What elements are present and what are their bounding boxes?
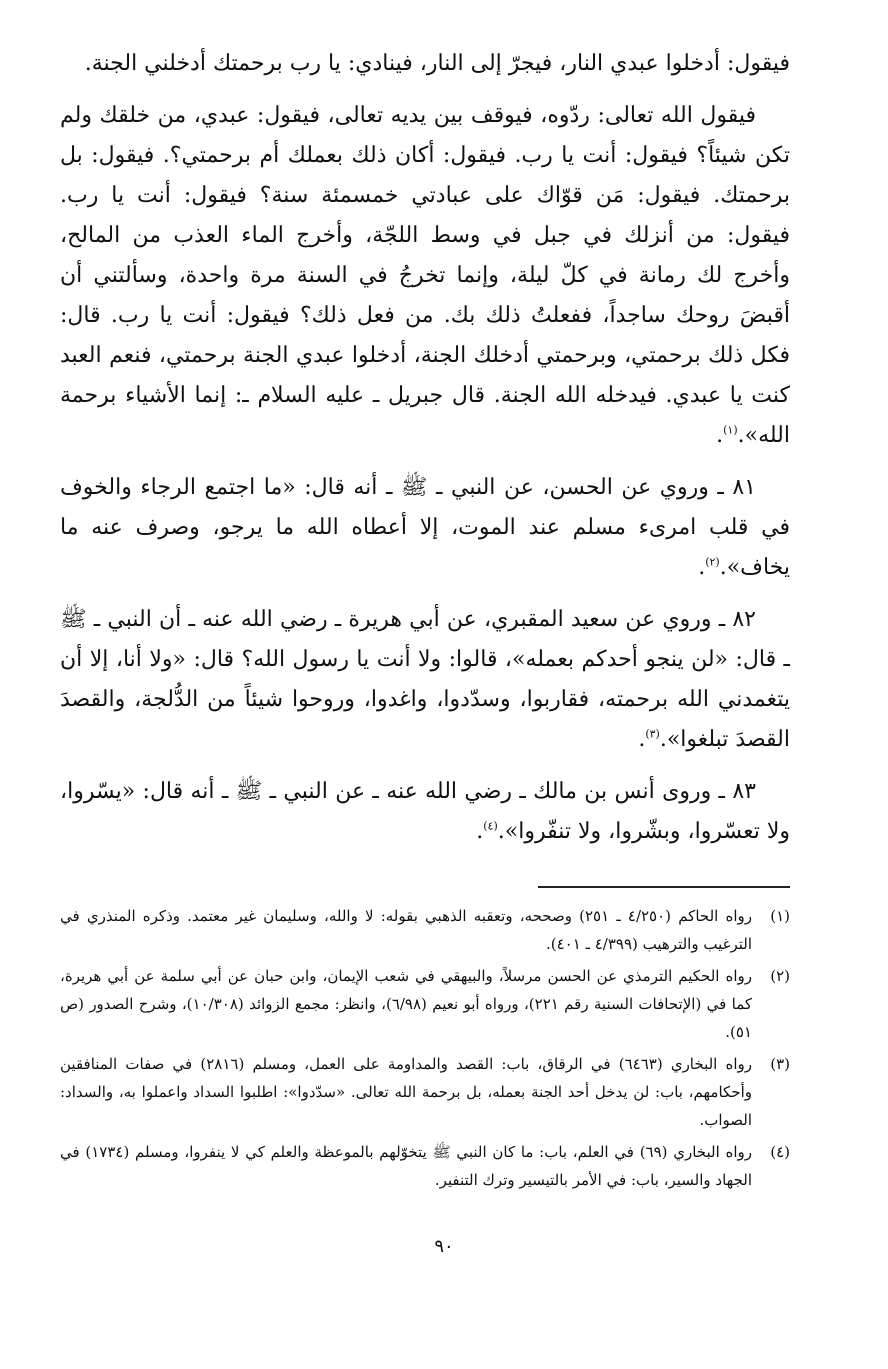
footnote-text: رواه الحكيم الترمذي عن الحسن مرسلاً، والبيهقي في شعب الإيمان، وابن حبان عن أبي سلمة عن أبي هريرة، كما في (الإتحافات السنية رقم ٢٢١)، ورواه أبو نعيم (٦/٩٨)، وانظر: مجمع الزوائد (١٠/٣٠٨)، وشرح الصدور (ص ٥١). <box>60 967 753 1041</box>
footnote-marker[interactable]: (٢) <box>705 555 720 569</box>
footnote-number: (٤) <box>770 1143 790 1161</box>
footnote-text: رواه البخاري (٦٩) في العلم، باب: ما كان النبي ﷺ يتخوّلهم بالموعظة والعلم كي لا ينفروا، ومسلم (١٧٣٤) في الجهاد والسير، باب: في الأمر بالتيسير وترك التنفير. <box>60 1143 752 1189</box>
footnote-number: (٣) <box>770 1055 790 1073</box>
footnote-number: (٢) <box>770 967 790 985</box>
paragraph-hadith-83: ٨٣ ـ وروى أنس بن مالك ـ رضي الله عنه ـ عن النبي ـ ﷺ ـ أنه قال: «يسّروا، ولا تعسّروا، وبشّروا، ولا تنفّروا».$^{(٤)}$. <box>60 779 790 844</box>
footnote-number: (١) <box>770 907 790 925</box>
paragraph-continuation <box>60 44 790 84</box>
footnotes-section <box>60 902 790 1198</box>
footnote-text: رواه الحاكم (٤/٢٥٠ ـ ٢٥١) وصححه، وتعقبه الذهبي بقوله: لا والله، وسليمان غير معتمد. وذكره المنذري في الترغيب والترهيب (٤/٣٩٩ ـ ٤٠١). <box>60 907 752 953</box>
page-number: ٩٠ <box>434 1236 454 1257</box>
footnote-marker[interactable]: (٤) <box>483 819 498 833</box>
paragraph-text: فيقول الله تعالى: ردّوه، فيوقف بين يديه تعالى، فيقول: عبدي، من خلقك ولم تكن شيئاً؟ فيقول: أنت يا رب. فيقول: أكان ذلك بعملك أم برحمتي؟. فيقول: بل برحمتك. فيقول: مَن قوّاك على عبادتي خمسمئة سنة؟ فيقول: أنت يا رب. فيقول: من أنزلك في جبل في وسط اللجّة، وأخرج الماء العذب من المالح، وأخرج لك رمانة في كلّ ليلة، وإنما تخرجُ في السنة مرة واحدة، وسألتني أن أقبضَ روحك ساجداً، ففعلتُ ذلك بك. من فعل ذلك؟ فيقول: أنت يا رب. قال: فكل ذلك برحمتي، وبرحمتي أدخلك الجنة، أدخلوا عبدي الجنة برحمتي، فنعم العبد كنت يا عبدي. فيدخله الله الجنة. قال جبريل ـ عليه السلام ـ: إنما الأشياء برحمة الله». <box>60 103 790 448</box>
footnote-marker[interactable]: (١) <box>723 423 738 437</box>
footnote-divider <box>538 886 790 888</box>
footnote-2 <box>60 962 790 1046</box>
paragraph-text: فيقول: أدخلوا عبدي النار، فيجرّ إلى النار، فينادي: يا رب برحمتك أدخلني الجنة. <box>84 51 790 76</box>
footnote-text: رواه البخاري (٦٤٦٣) في الرقاق، باب: القصد والمداومة على العمل، ومسلم (٢٨١٦) في صفات المنافقين وأحكامهم، باب: لن يدخل أحد الجنة بعمله، بل برحمة الله تعالى. «سدّدوا»: اطلبوا السداد واعملوا به، والسداد: الصواب. <box>60 1055 753 1129</box>
footnote-marker[interactable]: (٣) <box>645 727 660 741</box>
footnote-4 <box>60 1138 790 1194</box>
footnote-3 <box>60 1050 790 1134</box>
paragraph-text: ٨٣ ـ وروى أنس بن مالك ـ رضي الله عنه ـ عن النبي ـ ﷺ ـ أنه قال: «يسّروا، ولا تعسّروا، وبشّروا، ولا تنفّروا». <box>60 779 790 844</box>
footnote-1 <box>60 902 790 958</box>
paragraph-text: ٨٢ ـ وروي عن سعيد المقبري، عن أبي هريرة ـ رضي الله عنه ـ أن النبي ـ ﷺ ـ قال: «لن ينجو أحدكم بعمله»، قالوا: ولا أنت يا رسول الله؟ قال: «ولا أنا، إلا أن يتغمدني الله برحمته، فقاربوا، وسدّدوا، واغدوا، وروحوا شيئاً من الدُّلجة، والقصدَ القصدَ تبلغوا». <box>60 607 790 752</box>
paragraph-text: ٨١ ـ وروي عن الحسن، عن النبي ـ ﷺ ـ أنه قال: «ما اجتمع الرجاء والخوف في قلب امرىء مسلم عند الموت، إلا أعطاه الله ما يرجو، وصرف عنه ما يخاف». <box>60 475 790 580</box>
paragraph-hadith-81: ٨١ ـ وروي عن الحسن، عن النبي ـ ﷺ ـ أنه قال: «ما اجتمع الرجاء والخوف في قلب امرىء مسلم عند الموت، إلا أعطاه الله ما يرجو، وصرف عنه ما يخاف».$^{(٢)}$. <box>60 475 790 580</box>
paragraph-hadith-story: فيقول الله تعالى: ردّوه، فيوقف بين يديه تعالى، فيقول: عبدي، من خلقك ولم تكن شيئاً؟ فيقول: أنت يا رب. فيقول: أكان ذلك بعملك أم برحمتي؟. فيقول: بل برحمتك. فيقول: مَن قوّاك على عبادتي خمسمئة سنة؟ فيقول: أنت يا رب. فيقول: من أنزلك في جبل في وسط اللجّة، وأخرج الماء العذب من المالح، وأخرج لك رمانة في كلّ ليلة، وإنما تخرجُ في السنة مرة واحدة، وسألتني أن أقبضَ روحك ساجداً، ففعلتُ ذلك بك. من فعل ذلك؟ فيقول: أنت يا رب. قال: فكل ذلك برحمتي، وبرحمتي أدخلك الجنة، أدخلوا عبدي الجنة برحمتي، فنعم العبد كنت يا عبدي. فيدخله الله الجنة. قال جبريل ـ عليه السلام ـ: إنما الأشياء برحمة الله».$^{(١)}$. <box>60 103 790 448</box>
main-text <box>60 44 790 852</box>
paragraph-hadith-82: ٨٢ ـ وروي عن سعيد المقبري، عن أبي هريرة ـ رضي الله عنه ـ أن النبي ـ ﷺ ـ قال: «لن ينجو أحدكم بعمله»، قالوا: ولا أنت يا رسول الله؟ قال: «ولا أنا، إلا أن يتغمدني الله برحمته، فقاربوا، وسدّدوا، واغدوا، وروحوا شيئاً من الدُّلجة، والقصدَ القصدَ تبلغوا».$^{(٣)}$. <box>60 607 790 752</box>
